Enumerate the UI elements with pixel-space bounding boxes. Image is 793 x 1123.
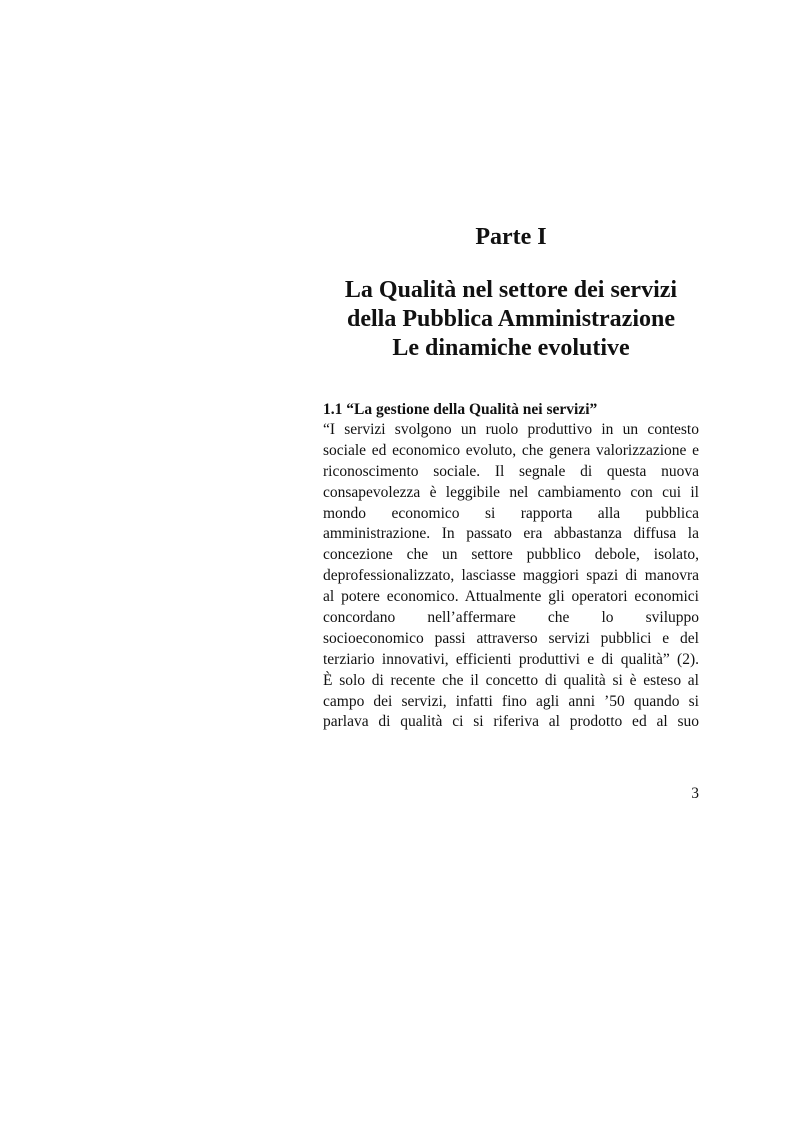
body-paragraph [323,420,699,733]
chapter-title-line: della Pubblica Amministrazione [346,306,675,332]
body-line: al potere economico. Attualmente gli operatori economici [323,588,699,606]
body-line: sociale ed economico evoluto, che genera valorizzazione e [323,441,699,459]
body-line: “I servizi svolgono un ruolo produttivo in un contesto [323,421,699,438]
page-number: 3 [691,785,699,802]
body-line: parlava di qualità ci si riferiva al prodotto ed al suo [323,713,699,731]
chapter-title-line: La Qualità nel settore dei servizi [344,277,678,303]
body-line: riconoscimento sociale. Il segnale di questa nuova [323,462,699,480]
body-line: consapevolezza è leggibile nel cambiamento con cui il [323,483,699,501]
chapter-title-line: Le dinamiche evolutive [392,335,630,361]
part-title: Parte I [475,224,547,250]
body-line: amministrazione. In passato era abbastanza diffusa la [323,525,699,543]
body-line: È solo di recente che il concetto di qualità si è esteso al [323,671,699,689]
body-line: socioeconomico passi attraverso servizi pubblici e del [323,629,699,647]
body-line: terziario innovativi, efficienti produttivi e di qualità” (2). [323,650,699,668]
body-line: campo dei servizi, infatti fino agli anni ’50 quando si [323,692,699,710]
body-line: concordano nell’affermare che lo sviluppo [323,609,699,627]
body-line: deprofessionalizzato, lasciasse maggiori spazi di manovra [323,567,699,585]
section-heading: 1.1 “La gestione della Qualità nei servizi” [323,401,598,418]
chapter-title [323,276,699,363]
body-line: mondo economico si rapporta alla pubblica [323,504,699,522]
body-line: concezione che un settore pubblico debole, isolato, [323,546,699,564]
